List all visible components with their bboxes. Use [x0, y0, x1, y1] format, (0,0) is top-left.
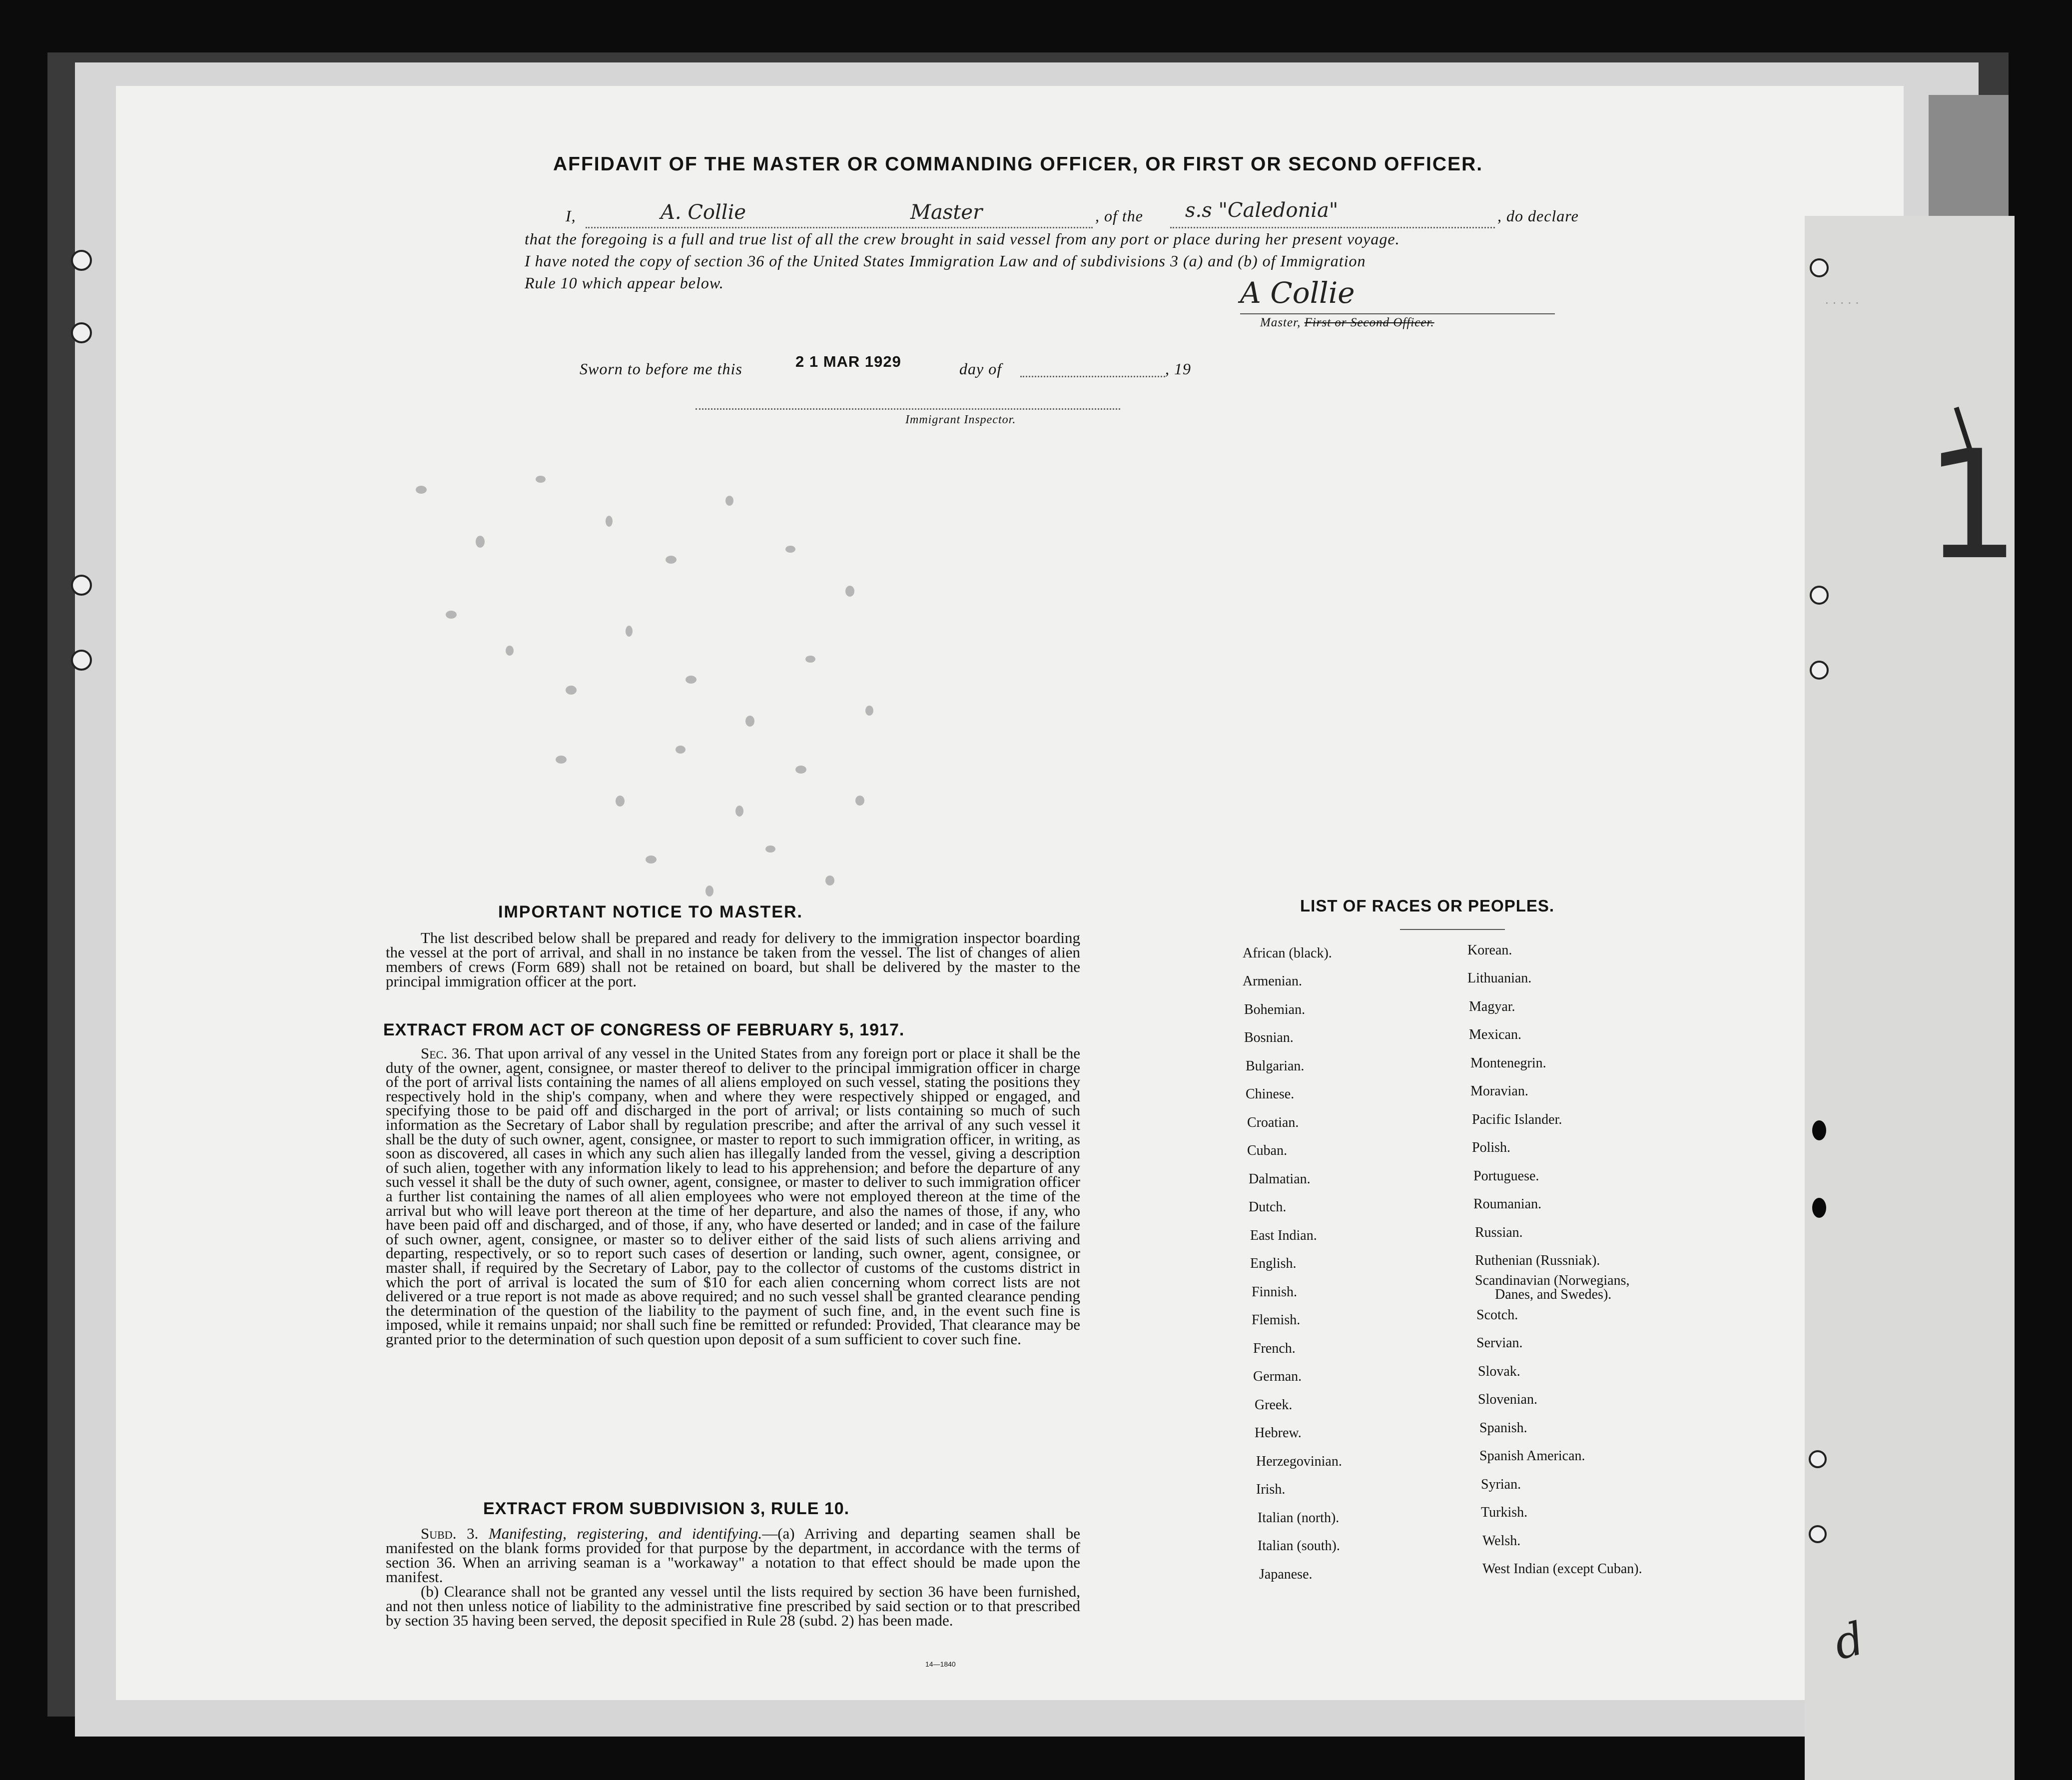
subd-heading: Manifesting, registering, and identifying. [488, 1525, 762, 1542]
affidavit-declare: , do declare [1497, 207, 1579, 225]
extract-rule-title: EXTRACT FROM SUBDIVISION 3, RULE 10. [483, 1499, 850, 1518]
binder-hole [71, 250, 92, 271]
binder-hole [1812, 1120, 1826, 1140]
race-item: Welsh. [1482, 1533, 1521, 1549]
race-item: African (black). [1243, 945, 1332, 961]
margin-numeral: 1 [1925, 418, 2020, 593]
race-item: Irish. [1256, 1482, 1286, 1497]
race-item: Italian (north). [1258, 1510, 1340, 1526]
signature-caption [1260, 316, 1434, 330]
race-item: Magyar. [1469, 999, 1515, 1014]
race-item: Servian. [1476, 1335, 1523, 1351]
dotted-line [1020, 376, 1165, 377]
inspector-caption: Immigrant Inspector. [905, 413, 1016, 426]
subd-para-b: (b) Clearance shall not be granted any vessel until the lists required by section 36 have been furnished, and not then unless notice of liability to the administrative fine prescribed by said section or to that prescribed by section 35 having been served, the deposit specified in Rule 28 (subd. 2) has been made. [386, 1583, 1080, 1629]
section-label: Sec. 36. [421, 1044, 471, 1062]
race-item: Ruthenian (Russniak). [1475, 1253, 1600, 1268]
race-item: Greek. [1255, 1397, 1293, 1413]
race-item: Hebrew. [1255, 1425, 1302, 1441]
sworn-prefix: Sworn to before me this [580, 360, 742, 378]
notice-body: The list described below shall be prepared and ready for delivery to the immigration inspector boarding the vessel at the port of arrival, and shall in no instance be taken from the vessel. The list of changes of alien members of crews (Form 689) shall not be retained on board, but shall be delivered by the master to the principal immigration officer at the port. [386, 929, 1080, 990]
race-item: Finnish. [1252, 1284, 1298, 1300]
affidavit-line-2: that the foregoing is a full and true list of all the crew brought in said vessel from any port or place during her present voyage. [525, 230, 1400, 248]
sworn-year: , 19 [1165, 360, 1191, 378]
signature-caption-struck: First or Second Officer. [1304, 316, 1434, 329]
binder-hole [71, 322, 92, 343]
race-item: Danes, and Swedes). [1495, 1287, 1612, 1302]
race-item: West Indian (except Cuban). [1482, 1561, 1642, 1577]
binder-hole [1810, 586, 1829, 605]
binder-hole [71, 575, 92, 596]
race-item: Slovak. [1478, 1364, 1520, 1379]
affidavit-line-3: I have noted the copy of section 36 of the United States Immigration Law and of subdivisions 3 (a) and (b) of Immigration [525, 252, 1366, 270]
race-item: Bohemian. [1244, 1002, 1306, 1017]
race-item: Syrian. [1481, 1477, 1521, 1492]
binder-hole [1809, 1525, 1827, 1543]
race-item: Russian. [1475, 1225, 1523, 1240]
race-item: Armenian. [1243, 973, 1302, 989]
signature-line [1240, 313, 1555, 314]
subd-label: Subd. 3. [421, 1525, 479, 1542]
binder-hole [1812, 1198, 1826, 1218]
race-item: Moravian. [1470, 1083, 1528, 1099]
binder-hole [71, 650, 92, 671]
race-item: Flemish. [1252, 1312, 1301, 1328]
race-item: Chinese. [1246, 1086, 1295, 1102]
race-item: Korean. [1467, 942, 1512, 958]
binder-hole [1810, 661, 1829, 680]
race-item: Slovenian. [1478, 1392, 1537, 1407]
subd-para-a: —(a) Arriving and departing seamen shall be manifested on the blank forms provided for that purpose by the department, in accordance with the terms of section 36. When an arriving seaman is a "workaway" a notation to that effect should be made upon the manifest. [386, 1525, 1080, 1586]
section-36-text: That upon arrival of any vessel in the United States from any foreign port or place it shall be the duty of the owner, agent, consignee, or master thereof to deliver to the principal immigration officer in charge of the port of arrival lists containing the names of all aliens employed on such vessel, stating the positions they respectively hold in the ship's company, when and where they were respectively shipped or engaged, and specifying those to be paid off and discharged in the port of arrival; or lists containing so much of such information as the Secretary of Labor shall by regulation prescribe; and after the arrival of any such vessel it shall be the duty of such owner, agent, consignee, or master to report to such immigration officer, in writing, as soon as discovered, all cases in which any such alien has illegally landed from the vessel, giving a description of such alien, together with any information likely to lead to his apprehension; and before the departure of any such vessel it shall be the duty of such owner, agent, consignee, or master to deliver to such immigration officer a further list containing the names of all alien employees who were not employed thereon at the time of the arrival but who will leave port thereon at the time of her departure, and also the names of those, if any, who have been paid off and discharged, and of those, if any, who have deserted or landed; and in case of the failure of such owner, agent, consignee, or master so to deliver either of the said lists of such aliens arriving and departing, respectively, or so to report such cases of desertion or landing, such owner, agent, consignee, or master shall, if required by the Secretary of Labor, pay to the collector of customs of the customs district in which the port of arrival is located the sum of $10 for each alien concerning whom correct lists are not delivered or a true report is not made as above required; and no such vessel shall be granted clearance pending the determination of the question of the liability to the payment of such fine, and, in the event such fine is imposed, while it remains unpaid; nor shall such fine be remitted or refunded: Provided, That clearance may be granted prior to the determination of such question upon deposit of a sum sufficient to cover such fine. [386, 1044, 1080, 1348]
extract-act-body [386, 1046, 1080, 1346]
affidavit-pronoun: I, [566, 207, 576, 225]
bleed-text: · · · · · [1825, 296, 1860, 310]
race-item: German. [1253, 1369, 1302, 1384]
race-item: Montenegrin. [1470, 1055, 1546, 1071]
signature-caption-master: Master, [1260, 316, 1301, 329]
races-title: LIST OF RACES OR PEOPLES. [1300, 896, 1555, 915]
race-item: Bulgarian. [1246, 1058, 1305, 1074]
race-item: Mexican. [1469, 1027, 1521, 1042]
race-item: Polish. [1472, 1140, 1511, 1155]
races-title-rule [1400, 929, 1505, 930]
race-item: Dutch. [1249, 1199, 1287, 1215]
race-item: French. [1253, 1341, 1296, 1356]
race-item: Scotch. [1476, 1307, 1518, 1323]
notice-title: IMPORTANT NOTICE TO MASTER. [498, 902, 803, 921]
race-item: Croatian. [1247, 1115, 1299, 1130]
date-stamp: 2 1 MAR 1929 [795, 353, 901, 370]
sworn-day-of: day of [959, 360, 1002, 378]
dotted-line [1170, 227, 1495, 228]
dotted-line [586, 227, 1093, 228]
race-item: Portuguese. [1473, 1168, 1539, 1184]
binder-hole [1810, 258, 1829, 277]
race-item: Lithuanian. [1467, 970, 1532, 986]
race-item: East Indian. [1250, 1228, 1317, 1243]
race-item: Spanish American. [1479, 1448, 1585, 1464]
race-item: Scandinavian (Norwegians, [1475, 1273, 1630, 1288]
race-item: Pacific Islander. [1472, 1112, 1562, 1127]
race-item: Cuban. [1247, 1143, 1288, 1158]
corner-mark: d [1828, 1612, 1870, 1671]
inspector-signature-line [695, 408, 1120, 410]
extract-act-title: EXTRACT FROM ACT OF CONGRESS OF FEBRUARY 5, 1917. [383, 1020, 905, 1039]
binder-hole [1809, 1450, 1827, 1468]
race-item: Spanish. [1479, 1420, 1527, 1436]
master-signature: A Collie [1240, 276, 1355, 310]
document-page [116, 86, 2020, 1700]
affidavit-line-4: Rule 10 which appear below. [525, 274, 724, 292]
master-name-handwritten: A. Collie [661, 201, 746, 224]
form-number: 14—1840 [925, 1660, 956, 1668]
master-title-handwritten: Master [910, 201, 983, 224]
race-item: English. [1250, 1256, 1297, 1271]
race-item: Dalmatian. [1249, 1171, 1311, 1187]
race-item: Herzegovinian. [1256, 1454, 1342, 1469]
race-item: Japanese. [1259, 1567, 1313, 1582]
affidavit-title: AFFIDAVIT OF THE MASTER OR COMMANDING OFFICER, OR FIRST OR SECOND OFFICER. [553, 153, 1483, 175]
race-item: Roumanian. [1473, 1196, 1542, 1212]
extract-rule-body [386, 1526, 1080, 1628]
vessel-name-handwritten: s.s "Caledonia" [1185, 199, 1339, 222]
affidavit-of-the: , of the [1095, 207, 1143, 225]
race-item: Italian (south). [1258, 1538, 1340, 1554]
race-item: Turkish. [1481, 1505, 1528, 1520]
race-item: Bosnian. [1244, 1030, 1294, 1045]
